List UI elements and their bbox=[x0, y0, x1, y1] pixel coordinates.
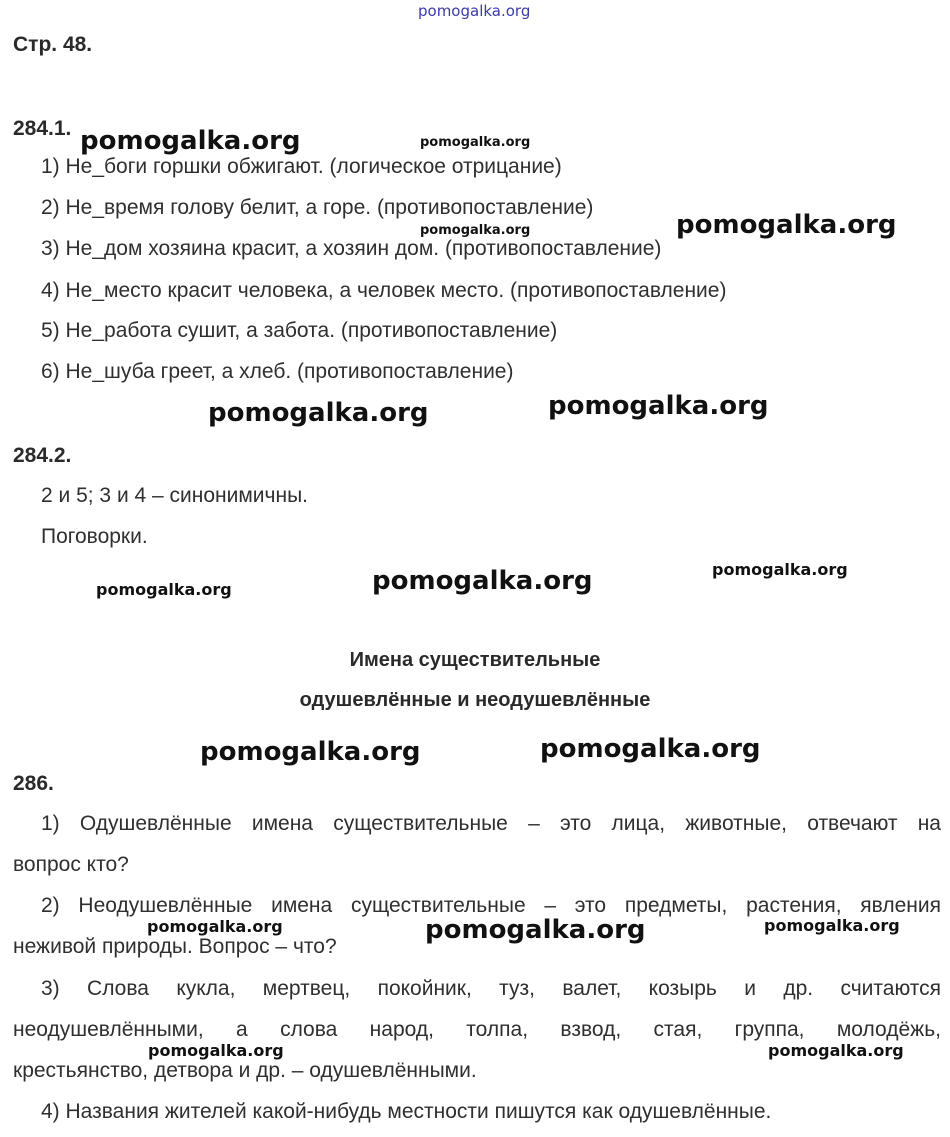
section-286-p2-line-1: 2) Неодушевлённые имена существительные – это предметы, растения, явления bbox=[41, 894, 941, 917]
watermark: pomogalka.org bbox=[768, 1041, 904, 1060]
section-286-p3-line-1: 3) Слова кукла, мертвец, покойник, туз, валет, козырь и др. считаются bbox=[41, 977, 941, 1000]
section-284-1-title: 284.1. bbox=[13, 117, 72, 140]
section-286-p1-line-2: вопрос кто? bbox=[13, 853, 129, 876]
section-284-2-line-2: Поговорки. bbox=[41, 525, 148, 548]
watermark: pomogalka.org bbox=[420, 223, 531, 238]
watermark: pomogalka.org bbox=[147, 917, 283, 936]
topic-title-line-1: Имена существительные bbox=[349, 649, 601, 671]
section-284-1-line-1: 1) Не_боги горшки обжигают. (логическое отрицание) bbox=[41, 155, 562, 178]
section-284-1-line-4: 4) Не_место красит человека, а человек место. (противопоставление) bbox=[41, 279, 727, 302]
watermark: pomogalka.org bbox=[540, 734, 761, 764]
watermark: pomogalka.org bbox=[372, 566, 593, 596]
section-286-title: 286. bbox=[13, 772, 54, 795]
section-284-1-line-2: 2) Не_время голову белит, а горе. (противопоставление) bbox=[41, 196, 594, 219]
watermark: pomogalka.org bbox=[676, 210, 897, 240]
watermark: pomogalka.org bbox=[712, 560, 848, 579]
watermark-top: pomogalka.org bbox=[418, 2, 531, 20]
section-286-p3-line-3: крестьянство, детвора и др. – одушевлёнными. bbox=[13, 1059, 477, 1082]
watermark: pomogalka.org bbox=[200, 737, 421, 767]
section-284-1-line-5: 5) Не_работа сушит, а забота. (противопоставление) bbox=[41, 319, 558, 342]
watermark: pomogalka.org bbox=[80, 126, 301, 156]
section-286-p2-line-2: неживой природы. Вопрос – что? bbox=[13, 935, 337, 958]
section-286-p1-line-1: 1) Одушевлённые имена существительные – это лица, животные, отвечают на bbox=[41, 812, 941, 835]
section-284-1-line-6: 6) Не_шуба греет, а хлеб. (противопоставление) bbox=[41, 360, 514, 383]
section-284-2-line-1: 2 и 5; 3 и 4 – синонимичны. bbox=[41, 484, 309, 507]
section-286-p4: 4) Названия жителей какой-нибудь местности пишутся как одушевлённые. bbox=[41, 1100, 772, 1123]
watermark: pomogalka.org bbox=[208, 398, 429, 428]
watermark: pomogalka.org bbox=[764, 916, 900, 935]
section-286-p3-line-2: неодушевлёнными, а слова народ, толпа, взвод, стая, группа, молодёжь, bbox=[13, 1018, 941, 1041]
watermark: pomogalka.org bbox=[96, 580, 232, 599]
watermark: pomogalka.org bbox=[548, 391, 769, 421]
page-header: Стр. 48. bbox=[13, 33, 93, 56]
watermark: pomogalka.org bbox=[420, 135, 531, 150]
topic-title-line-2: одушевлённые и неодушевлённые bbox=[299, 689, 651, 711]
watermark: pomogalka.org bbox=[148, 1041, 284, 1060]
section-284-1-line-3: 3) Не_дом хозяина красит, а хозяин дом. (противопоставление) bbox=[41, 237, 662, 260]
watermark: pomogalka.org bbox=[425, 915, 646, 945]
section-284-2-title: 284.2. bbox=[13, 444, 72, 467]
